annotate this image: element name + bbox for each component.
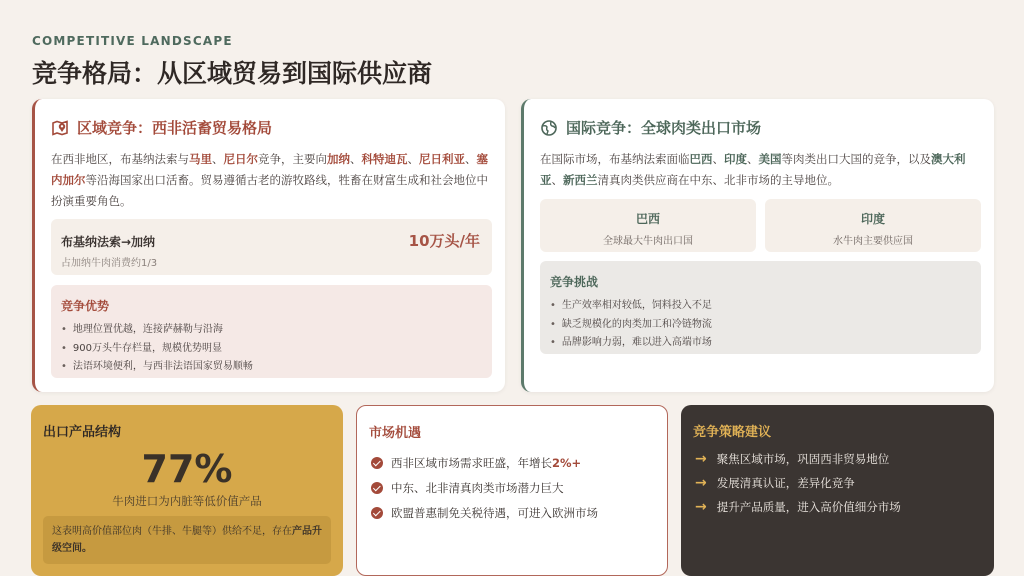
trade-flow-note: 占加纳牛肉消费约1/3 — [61, 258, 158, 269]
highlighted-term: 尼日利亚 — [419, 152, 465, 166]
list-item — [371, 450, 598, 475]
check-circle-icon — [371, 482, 383, 494]
highlighted-term: 美国 — [758, 152, 782, 166]
trade-flow-box — [51, 219, 492, 275]
highlighted-term: 塞内加尔 — [51, 152, 488, 187]
list-item: • 生产效率相对较低，饲料投入不足 — [550, 297, 712, 316]
advantages-box — [51, 285, 492, 378]
map-pin-icon — [51, 119, 69, 137]
challenges-box — [540, 261, 981, 354]
highlighted-term: 印度 — [724, 152, 747, 166]
page-title: 竞争格局：从区域贸易到国际供应商 — [32, 59, 433, 88]
list-item: • 法语环境便利，与西非法语国家贸易顺畅 — [61, 358, 253, 377]
list-item — [695, 495, 901, 519]
strategy-item-text: 提升产品质量，进入高价值细分市场 — [716, 500, 901, 514]
advantages-list — [61, 321, 253, 377]
country-description: 全球最大牛肉出口国 — [603, 236, 693, 247]
country-description: 水牛肉主要供应国 — [833, 236, 913, 247]
highlighted-term: 马里 — [189, 152, 212, 166]
paragraph-text: 、 — [712, 152, 724, 166]
arrow-right-icon: → — [695, 475, 707, 491]
offal-percent-caption: 牛肉进口为内脏等低价值产品 — [112, 494, 262, 508]
export-note-text: 这表明高价值部位肉（牛排、牛腿等）供给不足，存在 — [52, 526, 292, 537]
highlighted-term: 加纳 — [327, 152, 350, 166]
regional-competition-card — [32, 99, 505, 392]
regional-card-title: 区域竞争：西非活畜贸易格局 — [77, 119, 273, 137]
strategy-item-text: 聚焦区域市场，巩固西非贸易地位 — [716, 452, 890, 466]
paragraph-text: 、 — [350, 152, 362, 166]
international-card-title: 国际竞争：全球肉类出口市场 — [566, 119, 762, 137]
eyebrow-label: COMPETITIVE LANDSCAPE — [32, 34, 233, 48]
opportunities-list — [371, 450, 598, 525]
challenges-list — [550, 297, 712, 353]
highlighted-term: 新西兰 — [563, 173, 598, 187]
paragraph-text: 、 — [212, 152, 224, 166]
paragraph-text: 竞争，主要向 — [258, 152, 327, 166]
strategy-title: 竞争策略建议 — [693, 425, 772, 440]
list-item: • 品牌影响力弱，难以进入高端市场 — [550, 334, 712, 353]
paragraph-text: 、 — [551, 173, 563, 187]
offal-percent-stat: 77% — [141, 447, 233, 491]
regional-card-header — [51, 117, 272, 138]
strategy-item-text: 发展清真认证，差异化竞争 — [716, 476, 855, 490]
globe-icon — [540, 119, 558, 137]
opportunity-text: 西非区域市场需求旺盛，年增长 — [391, 455, 552, 470]
export-note — [43, 516, 331, 564]
growth-rate: 2%+ — [552, 455, 582, 470]
international-card-header — [540, 117, 761, 138]
arrow-right-icon: → — [695, 499, 707, 515]
list-item — [371, 475, 598, 500]
arrow-right-icon: → — [695, 451, 707, 467]
highlighted-term: 澳大利亚 — [540, 152, 966, 187]
paragraph-text: 等沿海国家出口活畜。贸易遵循古老的游牧路线，牲畜在财富生成和社会地位中扮演重要角色。 — [51, 173, 488, 208]
paragraph-text: 在国际市场，布基纳法索面临 — [540, 152, 690, 166]
regional-description — [51, 149, 493, 212]
paragraph-text: 清真肉类供应商在中东、北非市场的主导地位。 — [597, 173, 839, 187]
opportunities-title: 市场机遇 — [369, 426, 422, 441]
paragraph-text: 、 — [465, 152, 477, 166]
paragraph-text: 、 — [747, 152, 759, 166]
export-note-emphasis: 产品升级空间。 — [52, 526, 322, 554]
highlighted-term: 尼日尔 — [223, 152, 258, 166]
market-opportunities-card — [356, 405, 668, 576]
paragraph-text: 等肉类出口大国的竞争，以及 — [781, 152, 931, 166]
paragraph-text: 、 — [407, 152, 419, 166]
highlighted-term: 科特迪瓦 — [361, 152, 408, 166]
international-competition-card — [521, 99, 994, 392]
country-name: 印度 — [860, 212, 885, 226]
opportunity-text: 中东、北非清真肉类市场潜力巨大 — [391, 480, 564, 495]
export-structure-title: 出口产品结构 — [43, 425, 122, 440]
opportunity-text: 欧盟普惠制免关税待遇，可进入欧洲市场 — [391, 505, 598, 520]
trade-flow-value: 10万头/年 — [408, 232, 480, 250]
paragraph-text: 在西非地区，布基纳法索与 — [51, 152, 189, 166]
list-item — [371, 500, 598, 525]
list-item: • 900万头牛存栏量，规模优势明显 — [61, 340, 253, 359]
list-item — [695, 447, 901, 471]
check-circle-icon — [371, 507, 383, 519]
list-item — [695, 471, 901, 495]
country-card-brazil — [540, 199, 756, 252]
list-item: • 地理位置优越，连接萨赫勒与沿海 — [61, 321, 253, 340]
highlighted-term: 巴西 — [689, 152, 713, 166]
challenges-title: 竞争挑战 — [550, 275, 599, 289]
trade-flow-route: 布基纳法索→加纳 — [61, 235, 156, 249]
advantages-title: 竞争优势 — [61, 299, 110, 313]
strategy-list — [695, 447, 901, 519]
country-name: 巴西 — [635, 212, 660, 226]
list-item: • 缺乏规模化的肉类加工和冷链物流 — [550, 316, 712, 335]
check-circle-icon — [371, 457, 383, 469]
strategy-card — [681, 405, 994, 576]
country-card-india — [765, 199, 981, 252]
export-structure-card — [31, 405, 343, 576]
international-description — [540, 149, 982, 191]
